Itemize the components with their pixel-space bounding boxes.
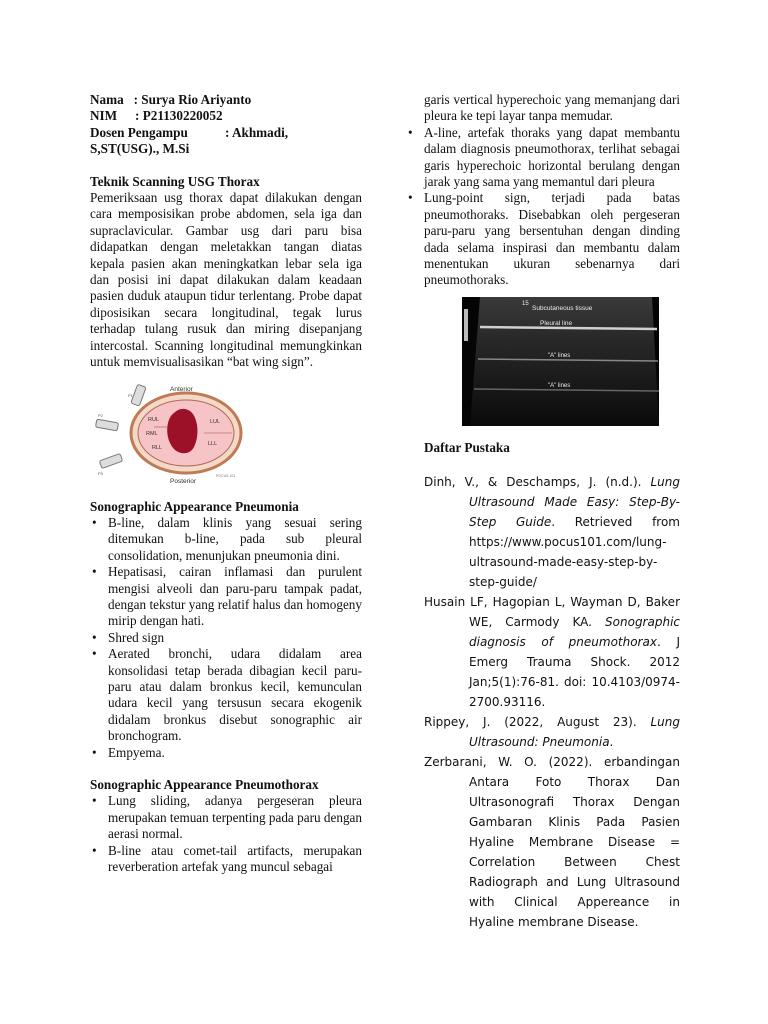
reference-1-authors: Dinh, V., & Deschamps, J. (n.d.). <box>424 475 651 490</box>
nim-value: : P21130220052 <box>135 108 223 124</box>
references-list <box>424 472 680 932</box>
label-p1: P1 <box>128 392 133 398</box>
pneumonia-item-2: • Hepatisasi, cairan inflamasi dan purulent mengisi alveoli dan paru-paru tampak padat, dengan tekstur yang relatif halus dan homogeny mirip dengan hati. <box>90 564 362 630</box>
reference-2-title: Sonographic diagnosis of pneumothorax <box>469 615 680 650</box>
right-column <box>424 92 680 932</box>
label-posterior: Posterior <box>170 477 197 485</box>
pneumothorax-item-1: • Lung sliding, adanya pergeseran pleura merupakan temuan terpenting pada paru dengan aerasi normal. <box>90 793 362 842</box>
dosen-label: Dosen Pengampu <box>90 124 188 140</box>
teknik-body: Pemeriksaan usg thorax dapat dilakukan dengan cara memposisikan probe abdomen, sela iga dan supraclavicular. Gambar usg dari paru bisa didapatkan dengan meletakkan tangan diatas kepala pasien akan meningkatkan lebar sela iga dan posisi ini dapat dilakukan dalam keadaan pasien duduk ataupun tidur terlentang. Probe dapat diposisikan secara longitudinal, tegak lurus terhadap tulang rusuk dan miring disepanjang intercostal. Scanning longitudinal memungkinkan untuk memvisualisasikan “bat wing sign”. <box>90 190 362 370</box>
nim-row <box>90 108 362 124</box>
dosen-value: : Akhmadi, <box>225 124 289 140</box>
us-marker: 15 <box>522 300 529 307</box>
nama-label: Nama <box>90 92 124 107</box>
pneumothorax-item-2: • B-line atau comet-tail artifacts, merupakan reverberation artefak yang muncul sebagai <box>90 843 362 876</box>
nama-row <box>90 92 362 108</box>
nama-value: : Surya Rio Ariyanto <box>133 92 252 107</box>
figure-credit: POCUS 101 <box>216 473 236 478</box>
pneumonia-item-1: • B-line, dalam klinis yang sesuai sering ditemukan b-line, pada sub pleural consolidation, menunjukan pneumonia dini. <box>90 515 362 564</box>
lung-point-item: • Lung-point sign, terjadi pada batas pneumothoraks. Disebabkan oleh pergeseran paru-paru yang bersentuhan dengan dinding dada selama inspirasi dan membantu dalam menentukan ukuran sebenarnya dari pneumothoraks. <box>406 190 680 288</box>
reference-3 <box>424 712 680 752</box>
reference-2-authors: Husain LF, Hagopian L, Wayman D, Baker WE, Carmody KA. <box>424 595 680 630</box>
pneumonia-list <box>90 515 362 761</box>
bline-continuation: garis vertical hyperechoic yang memanjang dari pleura ke tepi layar tanpa memudar. <box>424 92 680 124</box>
pneumothorax-list <box>90 793 362 875</box>
nim-label: NIM <box>90 108 118 124</box>
reference-4: Zerbarani, W. O. (2022). erbandingan Antara Foto Thorax Dan Ultrasonografi Thorax Dengan Gambaran Klinis Pada Pasien Hyaline Membrane Disease = Correlation Between Chest Radiograph and Lung Ultrasound with Clinical Appereance in Hyaline membrane Disease. <box>424 755 680 930</box>
reference-3-authors: Rippey, J. (2022, August 23). <box>424 715 651 730</box>
dosen-title: S,ST(USG)., M.Si <box>90 141 190 157</box>
reference-1 <box>424 472 680 592</box>
student-info <box>90 92 362 158</box>
ultrasound-graphic <box>462 297 659 426</box>
pneumothorax-list-continued <box>406 125 680 289</box>
reference-3-title: Lung Ultrasound: Pneumonia <box>469 715 680 750</box>
left-column <box>90 92 362 875</box>
label-rul: RUL <box>148 416 160 423</box>
label-anterior: Anterior <box>170 385 193 393</box>
label-p2: P2 <box>98 412 103 418</box>
us-label-aline-1: "A" lines <box>548 352 571 359</box>
label-lll: LLL <box>208 440 218 447</box>
dosen-row <box>90 125 362 141</box>
label-p3: P3 <box>98 470 103 476</box>
reference-1-title: Lung Ultrasound Made Easy: Step-By-Step Guide <box>469 475 680 530</box>
reference-2-source: . J Emerg Trauma Shock. 2012 Jan;5(1):76-81. doi: 10.4103/0974-2700.93116. <box>469 635 681 710</box>
teknik-title: Teknik Scanning USG Thorax <box>90 173 260 189</box>
pneumonia-item-4: • Aerated bronchi, udara didalam area konsolidasi tetap berada dibagian kecil paru-paru atau dalam bronkus kecil, kemunculan udara kecil yang tersusun secara ekogenik didalam bronkus disebut sonographic air bronchogram. <box>90 646 362 744</box>
label-rll: RLL <box>152 444 163 451</box>
reference-2 <box>424 592 680 712</box>
reference-3-source: . <box>609 735 614 750</box>
pneumonia-item-5: • Empyema. <box>90 745 362 761</box>
aline-item: • A-line, artefak thoraks yang dapat membantu dalam diagnosis pneumothorax, terlihat sebagai garis hyperechoic horizontal berulang dengan jarak yang sama yang memantul dari pleura <box>406 125 680 191</box>
lung-cross-section-figure <box>94 383 244 487</box>
label-lul: LUL <box>210 418 221 425</box>
us-label-aline-2: "A" lines <box>548 382 571 389</box>
pneumonia-item-3: • Shred sign <box>90 630 362 646</box>
us-label-subcutaneous: Subcutaneous tissue <box>532 304 593 312</box>
pneumonia-title: Sonographic Appearance Pneumonia <box>90 498 299 514</box>
us-label-pleural: Pleural line <box>540 319 573 327</box>
references-title: Daftar Pustaka <box>424 439 510 455</box>
ultrasound-image <box>462 297 659 426</box>
reference-1-source: . Retrieved from https://www.pocus101.com/lung-ultrasound-made-easy-step-by-step-guide/ <box>469 515 680 590</box>
pneumothorax-title: Sonographic Appearance Pneumothorax <box>90 777 319 792</box>
label-rml: RML <box>146 430 158 437</box>
